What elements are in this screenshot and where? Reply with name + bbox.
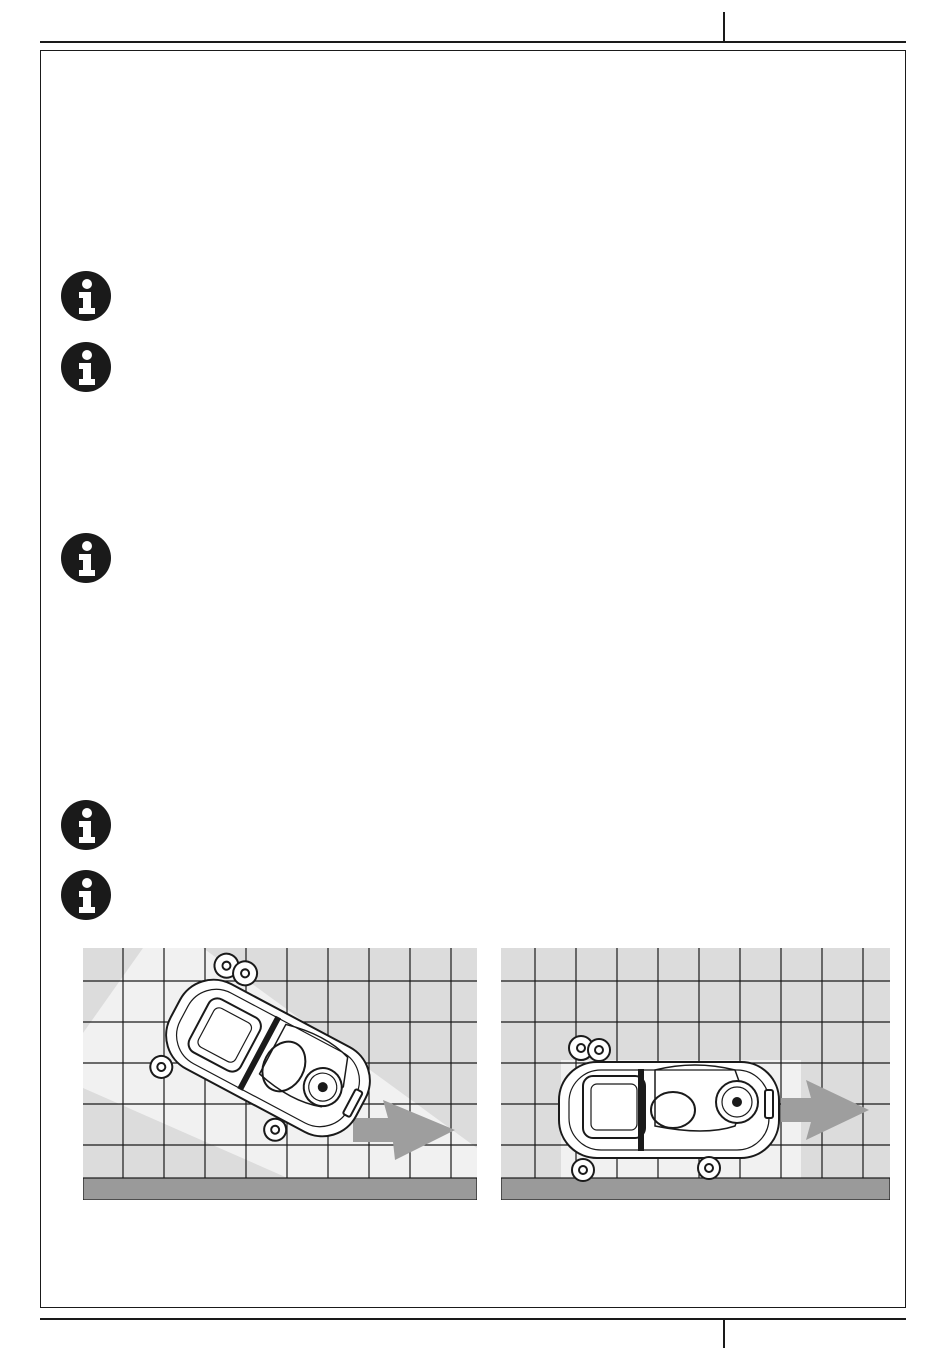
header-divider-tick xyxy=(723,12,725,42)
info-icon xyxy=(60,270,112,322)
wall-strip xyxy=(501,1178,890,1200)
footer-divider-tick xyxy=(723,1318,725,1348)
header-rule xyxy=(40,41,906,43)
info-icon xyxy=(60,869,112,921)
footer-rule xyxy=(40,1318,906,1320)
info-icon xyxy=(60,532,112,584)
illustration-diagonal-approach xyxy=(83,948,477,1200)
illustration-parallel-to-wall xyxy=(501,948,890,1200)
info-icon xyxy=(60,341,112,393)
wall-strip xyxy=(83,1178,477,1200)
info-icon xyxy=(60,799,112,851)
